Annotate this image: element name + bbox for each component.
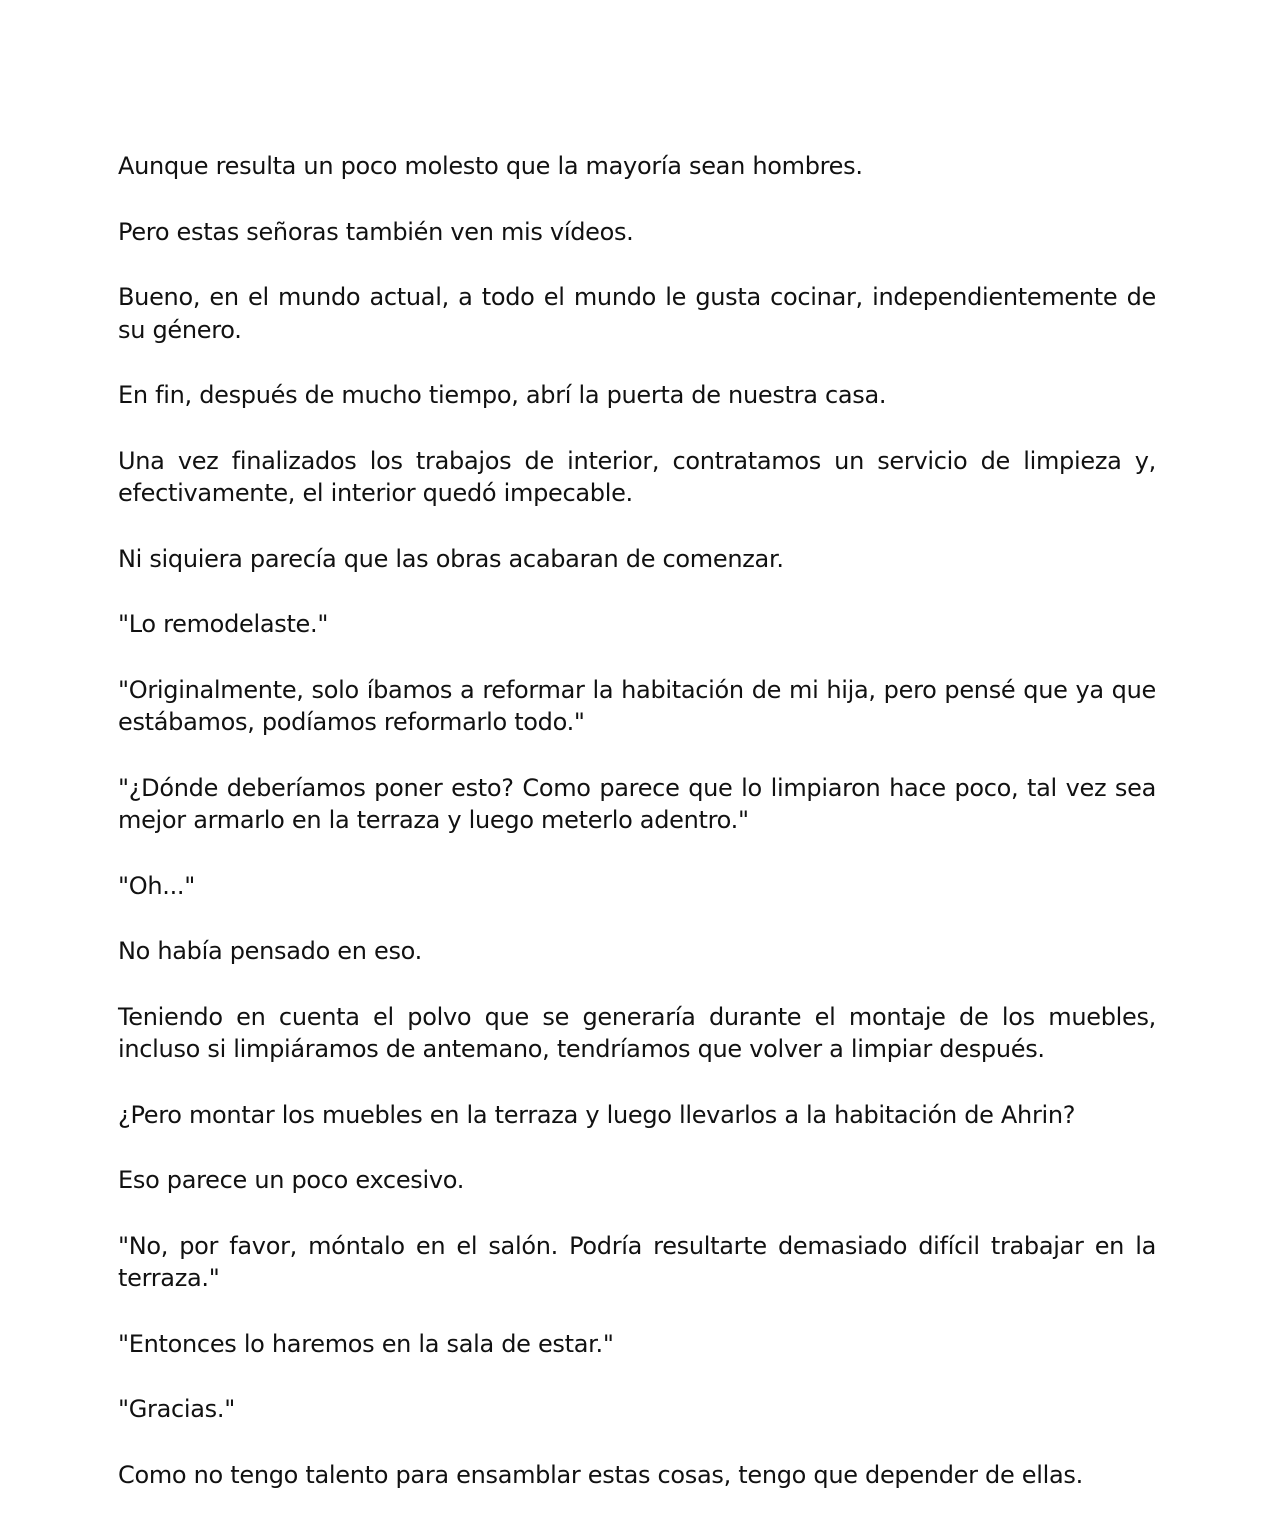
paragraph: Teniendo en cuenta el polvo que se generaría durante el montaje de los muebles, incluso si limpiáramos de antemano, tendríamos que volver a limpiar después.: [118, 1002, 1156, 1063]
paragraph: "Lo remodelaste.": [118, 610, 329, 638]
paragraph: Bueno, en el mundo actual, a todo el mundo le gusta cocinar, independientemente de su género.: [118, 283, 1156, 344]
document-page: [118, 150, 1156, 1491]
paragraph: "Oh...": [118, 871, 195, 900]
paragraph: Como no tengo talento para ensamblar estas cosas, tengo que depender de ellas.: [118, 1460, 1083, 1489]
paragraph: ¿Pero montar los muebles en la terraza y luego llevarlos a la habitación de Ahrin?: [118, 1100, 1076, 1129]
paragraph: Ni siquiera parecía que las obras acabaran de comenzar.: [118, 544, 784, 573]
paragraph: Eso parece un poco excesivo.: [118, 1166, 465, 1194]
paragraph: Aunque resulta un poco molesto que la mayoría sean hombres.: [118, 152, 863, 180]
paragraph: "¿Dónde deberíamos poner esto? Como parece que lo limpiaron hace poco, tal vez sea mejor armarlo en la terraza y luego meterlo adentro.": [118, 773, 1156, 834]
paragraph: "Originalmente, solo íbamos a reformar la habitación de mi hija, pero pensé que ya que estábamos, podíamos reformarlo todo.": [118, 675, 1156, 736]
paragraph: No había pensado en eso.: [118, 937, 422, 965]
paragraph: "No, por favor, móntalo en el salón. Podría resultarte demasiado difícil trabajar en la terraza.": [118, 1231, 1156, 1292]
paragraph: Una vez finalizados los trabajos de interior, contratamos un servicio de limpieza y, efectivamente, el interior quedó impecable.: [118, 446, 1156, 507]
paragraph: "Entonces lo haremos en la sala de estar.": [118, 1329, 614, 1358]
paragraph: Pero estas señoras también ven mis vídeos.: [118, 217, 634, 246]
paragraph: En fin, después de mucho tiempo, abrí la puerta de nuestra casa.: [118, 381, 887, 409]
paragraph: "Gracias.": [118, 1395, 235, 1423]
